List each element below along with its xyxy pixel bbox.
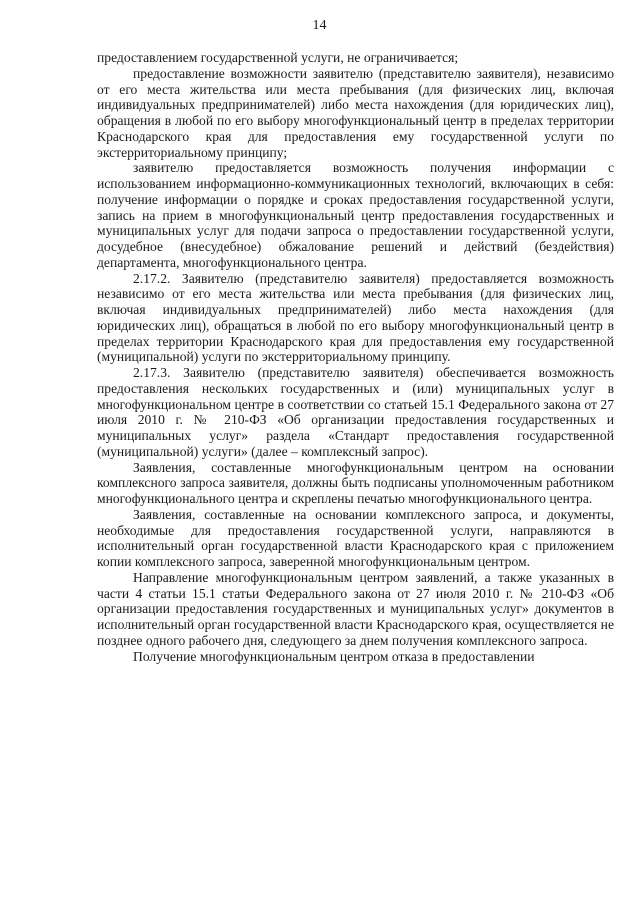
paragraph-applications-signing: Заявления, составленные многофункциональным центром на основании комплексного запроса заявителя, должны быть подписаны уполномоченным работником многофункционального центра и скреплены печатью многофункционального центра.: [97, 459, 614, 506]
document-body: [97, 50, 614, 664]
paragraph-refusal-receipt: Получение многофункциональным центром отказа в предоставлении: [133, 648, 535, 664]
paragraph-applications-sending: Заявления, составленные на основании комплексного запроса, и документы, необходимые для предоставления государственной услуги, направляются в исполнительный орган государственной власти Краснодарского края с приложением копии комплексного запроса, заверенной многофункциональным центром.: [97, 506, 614, 569]
paragraph-extraterritorial-access: предоставление возможности заявителю (представителю заявителя), независимо от его места жительства или места пребывания (для физических лиц, включая индивидуальных предпринимателей) либо места нахождения (для юридических лиц), обращения в любой по его выбору многофункциональный центр в пределах территории Краснодарского края для предоставления ему государственной услуги по экстерриториальному принципу;: [97, 65, 614, 160]
paragraph-2-17-2: 2.17.2. Заявителю (представителю заявителя) предоставляется возможность независимо от его места жительства или места пребывания (для физических лиц, включая индивидуальных предпринимателей) либо места нахождения (для юридических лиц), обращаться в любой по его выбору многофункциональный центр в пределах территории Краснодарского края для предоставления ему государственной (муниципальной) услуги по экстерриториальному принципу.: [97, 270, 614, 365]
page-number: 14: [312, 18, 327, 33]
paragraph-sending-deadline: Направление многофункциональным центром заявлений, а также указанных в части 4 статьи 15.1 статьи Федерального закона от 27 июля 2010 г. № 210-ФЗ «Об организации предоставления государственных и муниципальных услуг» документов в исполнительный орган государственной власти Краснодарского края, осуществляется не позднее одного рабочего дня, следующего за днем получения комплексного запроса.: [97, 569, 614, 648]
paragraph-ict-information: заявителю предоставляется возможность получения информации с использованием информационно-коммуникационных технологий, включающих в себя: получение информации о порядке и сроках предоставления государственной услуги, запись на прием в многофункциональный центр предоставления государственных и муниципальных услуг для подачи запроса о предоставлении государственной услуги, досудебное (внесудебное) обжалование решений и действий (бездействия) департамента, многофункционального центра.: [97, 160, 614, 270]
paragraph-continuation: предоставлением государственной услуги, не ограничивается;: [97, 50, 459, 65]
paragraph-2-17-3: 2.17.3. Заявителю (представителю заявителя) обеспечивается возможность предоставления нескольких государственных и (или) муниципальных услуг в многофункциональном центре в соответствии со статьей 15.1 Федерального закона от 27 июля 2010 г. № 210-ФЗ «Об организации предоставления государственных и муниципальных услуг» раздела «Стандарт предоставления государственной (муниципальной) услуги» (далее – комплексный запрос).: [97, 365, 614, 459]
